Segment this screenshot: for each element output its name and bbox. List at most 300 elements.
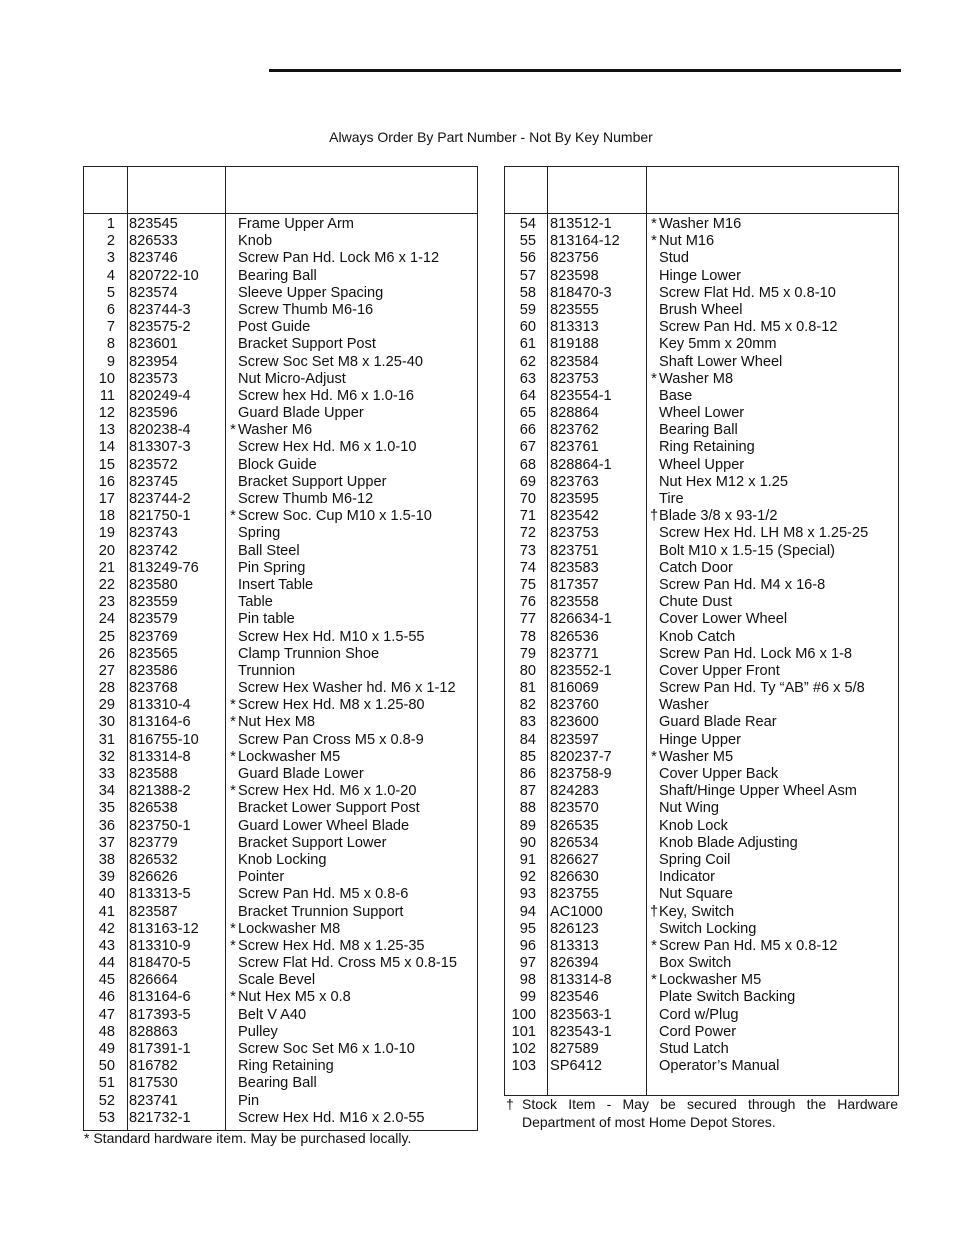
table-row <box>84 508 477 525</box>
part-number: 826626 <box>129 869 178 886</box>
part-description: Indicator <box>659 869 715 886</box>
table-row <box>505 697 898 714</box>
part-description: Screw Hex Hd. M8 x 1.25-80 <box>238 697 425 714</box>
part-number: 823760 <box>550 697 599 714</box>
part-description: Scale Bevel <box>238 972 316 989</box>
part-description: Knob Locking <box>238 851 327 868</box>
key-number: 73 <box>519 542 536 559</box>
key-number: 49 <box>98 1041 115 1057</box>
part-description: Guard Lower Wheel Blade <box>238 817 410 834</box>
key-number: 92 <box>519 869 536 886</box>
part-description: Guard Blade Rear <box>659 714 777 731</box>
part-description: Nut Square <box>659 886 733 903</box>
table-row <box>84 818 477 835</box>
hardware-mark: * <box>230 697 236 714</box>
part-description: Insert Table <box>238 576 314 593</box>
table-row <box>505 560 898 577</box>
part-number: 821388-2 <box>129 783 191 800</box>
table-row <box>84 319 477 336</box>
table-row <box>505 783 898 800</box>
table-row <box>505 852 898 869</box>
part-number: 826664 <box>129 972 178 989</box>
table-row <box>505 508 898 525</box>
part-description: Frame Upper Arm <box>238 216 354 232</box>
part-description: Screw Pan Cross M5 x 0.8-9 <box>238 731 424 748</box>
part-number: 826394 <box>550 955 599 972</box>
table-row <box>84 594 477 611</box>
part-description: Screw Hex Hd. M8 x 1.25-35 <box>238 937 425 954</box>
part-number: 823565 <box>129 645 178 662</box>
part-number: 823744-3 <box>129 301 191 318</box>
part-number: 823771 <box>550 645 599 662</box>
part-number: 823563-1 <box>550 1006 612 1023</box>
table-row <box>84 1041 477 1058</box>
part-description: Washer <box>659 697 709 714</box>
hardware-mark: † <box>649 508 659 525</box>
table-row <box>84 405 477 422</box>
part-description: Stud <box>659 250 690 267</box>
hardware-mark: * <box>230 422 236 439</box>
key-number: 4 <box>106 267 115 284</box>
part-description: Nut Hex M8 <box>238 714 316 731</box>
part-number: 823769 <box>129 628 178 645</box>
part-number: 813313 <box>550 937 599 954</box>
table-row <box>84 388 477 405</box>
key-number: 26 <box>98 645 115 662</box>
part-number: 823584 <box>550 353 599 370</box>
part-description: Belt V A40 <box>238 1006 307 1023</box>
part-number: 827589 <box>550 1041 599 1057</box>
part-description: Knob <box>238 233 273 250</box>
key-number: 28 <box>98 680 115 697</box>
part-description: Hinge Lower <box>659 267 741 284</box>
key-number: 13 <box>98 422 115 439</box>
hardware-mark: * <box>651 233 657 250</box>
part-description: Screw Pan Hd. M4 x 16-8 <box>659 576 826 593</box>
hardware-mark: * <box>651 748 657 765</box>
key-number: 66 <box>519 422 536 439</box>
part-number: 823574 <box>129 284 178 301</box>
table-row <box>84 216 477 233</box>
part-number: 813307-3 <box>129 439 191 456</box>
parts-table-right <box>504 166 899 1096</box>
table-row <box>84 474 477 491</box>
key-number: 72 <box>519 525 536 542</box>
key-number: 103 <box>511 1058 536 1075</box>
part-number: 826536 <box>550 628 599 645</box>
table-header <box>84 167 477 214</box>
part-description: Screw Hex Hd. LH M8 x 1.25-25 <box>659 525 869 542</box>
part-number: 826627 <box>550 851 599 868</box>
part-description: Nut Wing <box>659 800 720 817</box>
part-description: Bolt M10 x 1.5-15 (Special) <box>659 542 836 559</box>
key-number: 74 <box>519 559 536 576</box>
table-row <box>505 216 898 233</box>
part-number: 819188 <box>550 336 599 353</box>
table-row <box>505 491 898 508</box>
table-row <box>505 766 898 783</box>
table-row <box>505 233 898 250</box>
part-number: 823572 <box>129 456 178 473</box>
table-row <box>84 250 477 267</box>
table-row <box>84 783 477 800</box>
key-number: 65 <box>519 405 536 422</box>
key-number: 37 <box>98 834 115 851</box>
part-description: Washer M6 <box>238 422 313 439</box>
key-number: 85 <box>519 748 536 765</box>
part-description: Bracket Support Post <box>238 336 376 353</box>
stock-item-text: Stock Item - May be secured through the Hardware Department of most Home Depot Stores. <box>522 1096 898 1130</box>
table-row <box>505 732 898 749</box>
key-number: 41 <box>98 903 115 920</box>
part-description: Knob Blade Adjusting <box>659 834 798 851</box>
part-description: Spring <box>238 525 281 542</box>
key-number: 18 <box>98 508 115 525</box>
key-number: 10 <box>98 370 115 387</box>
part-description: Screw Flat Hd. Cross M5 x 0.8-15 <box>238 955 457 972</box>
part-number: 818470-5 <box>129 955 191 972</box>
table-row <box>84 1007 477 1024</box>
key-number: 86 <box>519 766 536 782</box>
part-number: 813249-76 <box>129 559 199 576</box>
part-number: 823744-2 <box>129 491 191 507</box>
table-row <box>505 354 898 371</box>
part-description: Screw Hex Hd. M10 x 1.5-55 <box>238 628 425 645</box>
key-number: 1 <box>106 216 115 232</box>
table-row <box>505 577 898 594</box>
part-description: Cover Lower Wheel <box>659 611 788 628</box>
part-description: Cord Power <box>659 1023 737 1040</box>
key-number: 30 <box>98 714 115 731</box>
key-number: 93 <box>519 886 536 903</box>
part-number: 823580 <box>129 576 178 593</box>
table-row <box>84 336 477 353</box>
part-description: Screw Thumb M6-16 <box>238 301 374 318</box>
key-number: 91 <box>519 851 536 868</box>
part-description: Washer M8 <box>659 370 734 387</box>
table-row <box>84 577 477 594</box>
table-row <box>505 1041 898 1058</box>
table-row <box>84 1075 477 1092</box>
table-row <box>505 680 898 697</box>
key-number: 14 <box>98 439 115 456</box>
table-row <box>84 800 477 817</box>
part-description: Cord w/Plug <box>659 1006 739 1023</box>
key-number: 67 <box>519 439 536 456</box>
table-row <box>84 629 477 646</box>
part-number: 826634-1 <box>550 611 612 628</box>
part-number: 817391-1 <box>129 1041 191 1057</box>
table-row <box>505 714 898 731</box>
part-number: 823546 <box>550 989 599 1006</box>
part-description: Screw Flat Hd. M5 x 0.8-10 <box>659 284 836 301</box>
table-row <box>505 250 898 267</box>
key-number: 84 <box>519 731 536 748</box>
key-number: 33 <box>98 766 115 782</box>
part-number: 823555 <box>550 301 599 318</box>
part-number: 823750-1 <box>129 817 191 834</box>
table-row <box>84 732 477 749</box>
key-number: 77 <box>519 611 536 628</box>
table-row <box>505 388 898 405</box>
key-number: 16 <box>98 473 115 490</box>
part-description: Ring Retaining <box>659 439 755 456</box>
table-row <box>505 921 898 938</box>
key-number: 44 <box>98 955 115 972</box>
part-number: 823768 <box>129 680 178 697</box>
table-row <box>84 938 477 955</box>
table-row <box>505 611 898 628</box>
part-description: Chute Dust <box>659 594 733 611</box>
key-number: 34 <box>98 783 115 800</box>
table-row <box>84 1024 477 1041</box>
table-row <box>84 422 477 439</box>
part-number: 826532 <box>129 851 178 868</box>
part-number: 826535 <box>550 817 599 834</box>
part-number: 823758-9 <box>550 766 612 782</box>
part-number: 813164-12 <box>550 233 620 250</box>
part-description: Nut Micro-Adjust <box>238 370 346 387</box>
key-number: 27 <box>98 662 115 679</box>
part-description: Ball Steel <box>238 542 300 559</box>
table-header <box>505 167 898 214</box>
part-description: Operator’s Manual <box>659 1058 780 1075</box>
part-description: Screw Pan Hd. M5 x 0.8-12 <box>659 937 838 954</box>
part-number: 813314-8 <box>129 748 191 765</box>
hardware-mark: † <box>649 903 659 920</box>
part-description: Tire <box>659 491 684 507</box>
table-row <box>84 697 477 714</box>
part-description: Key 5mm x 20mm <box>659 336 777 353</box>
part-number: 823598 <box>550 267 599 284</box>
part-number: 823587 <box>129 903 178 920</box>
key-number: 99 <box>519 989 536 1006</box>
table-row <box>505 1024 898 1041</box>
key-number: 3 <box>106 250 115 267</box>
key-number: 57 <box>519 267 536 284</box>
part-description: Lockwasher M5 <box>659 972 762 989</box>
key-number: 87 <box>519 783 536 800</box>
table-row <box>505 405 898 422</box>
hardware-mark: * <box>651 937 657 954</box>
key-number: 50 <box>98 1058 115 1075</box>
part-description: Cover Upper Back <box>659 766 779 782</box>
key-number: 29 <box>98 697 115 714</box>
table-row <box>505 474 898 491</box>
part-number: 813164-6 <box>129 989 191 1006</box>
part-number: 813313-5 <box>129 886 191 903</box>
part-number: 817393-5 <box>129 1006 191 1023</box>
table-row <box>84 302 477 319</box>
table-row <box>505 302 898 319</box>
table-row <box>84 457 477 474</box>
table-row <box>84 439 477 456</box>
part-number: 823746 <box>129 250 178 267</box>
part-description: Screw Pan Hd. Lock M6 x 1-8 <box>659 645 853 662</box>
table-row <box>505 989 898 1006</box>
parts-rows <box>505 216 898 1075</box>
part-number: 813512-1 <box>550 216 612 232</box>
key-number: 88 <box>519 800 536 817</box>
part-description: Guard Blade Lower <box>238 766 364 782</box>
table-row <box>84 972 477 989</box>
part-number: 823596 <box>129 405 178 422</box>
key-number: 64 <box>519 387 536 404</box>
key-number: 5 <box>106 284 115 301</box>
key-number: 98 <box>519 972 536 989</box>
part-description: Bracket Trunnion Support <box>238 903 404 920</box>
table-row <box>84 611 477 628</box>
table-row <box>505 886 898 903</box>
table-row <box>505 268 898 285</box>
part-number: 823545 <box>129 216 178 232</box>
part-description: Spring Coil <box>659 851 731 868</box>
part-number: 823558 <box>550 594 599 611</box>
part-number: 826533 <box>129 233 178 250</box>
table-row <box>84 543 477 560</box>
part-number: 826630 <box>550 869 599 886</box>
part-description: Nut Hex M5 x 0.8 <box>238 989 351 1006</box>
part-number: 823575-2 <box>129 319 191 336</box>
stock-item-note <box>506 1095 898 1131</box>
key-number: 42 <box>98 920 115 937</box>
part-description: Pin <box>238 1092 260 1109</box>
part-description: Pointer <box>238 869 285 886</box>
table-row <box>505 955 898 972</box>
key-number: 63 <box>519 370 536 387</box>
hardware-mark: * <box>230 508 236 525</box>
part-description: Plate Switch Backing <box>659 989 796 1006</box>
part-description: Pin Spring <box>238 559 306 576</box>
part-description: Knob Catch <box>659 628 736 645</box>
part-description: Table <box>238 594 273 611</box>
key-number: 71 <box>519 508 536 525</box>
part-number: 823753 <box>550 525 599 542</box>
part-description: Cover Upper Front <box>659 662 780 679</box>
key-number: 97 <box>519 955 536 972</box>
part-description: Screw Hex Hd. M6 x 1.0-20 <box>238 783 417 800</box>
part-description: Base <box>659 387 693 404</box>
part-description: Nut Hex M12 x 1.25 <box>659 473 788 490</box>
part-description: Wheel Upper <box>659 456 745 473</box>
table-row <box>505 663 898 680</box>
table-row <box>505 422 898 439</box>
table-row <box>505 285 898 302</box>
key-number: 9 <box>106 353 115 370</box>
key-number: 31 <box>98 731 115 748</box>
key-number: 82 <box>519 697 536 714</box>
table-row <box>505 835 898 852</box>
key-number: 24 <box>98 611 115 628</box>
order-notice: Always Order By Part Number - Not By Key Number <box>329 129 653 145</box>
part-description: Stud Latch <box>659 1041 729 1057</box>
hardware-mark: * <box>230 783 236 800</box>
table-row <box>505 629 898 646</box>
key-number: 35 <box>98 800 115 817</box>
table-row <box>84 852 477 869</box>
part-number: 826538 <box>129 800 178 817</box>
part-number: 824283 <box>550 783 599 800</box>
part-number: 823742 <box>129 542 178 559</box>
part-number: 823559 <box>129 594 178 611</box>
part-description: Knob Lock <box>659 817 728 834</box>
part-description: Block Guide <box>238 456 317 473</box>
part-description: Catch Door <box>659 559 733 576</box>
key-number: 55 <box>519 233 536 250</box>
table-row <box>84 955 477 972</box>
part-description: Switch Locking <box>659 920 757 937</box>
part-number: 823763 <box>550 473 599 490</box>
part-number: 816782 <box>129 1058 178 1075</box>
key-number: 45 <box>98 972 115 989</box>
part-number: 821732-1 <box>129 1109 191 1126</box>
part-description: Pin table <box>238 611 295 628</box>
part-description: Ring Retaining <box>238 1058 334 1075</box>
key-number: 69 <box>519 473 536 490</box>
part-number: 823543-1 <box>550 1023 612 1040</box>
key-number: 76 <box>519 594 536 611</box>
table-row <box>505 938 898 955</box>
key-number: 56 <box>519 250 536 267</box>
part-description: Screw Hex Hd. M6 x 1.0-10 <box>238 439 417 456</box>
part-number: 823743 <box>129 525 178 542</box>
part-description: Guard Blade Upper <box>238 405 364 422</box>
part-number: 828863 <box>129 1023 178 1040</box>
key-number: 95 <box>519 920 536 937</box>
part-description: Screw Soc Set M8 x 1.25-40 <box>238 353 423 370</box>
key-number: 102 <box>511 1041 536 1057</box>
part-description: Screw Soc Set M6 x 1.0-10 <box>238 1041 415 1057</box>
key-number: 68 <box>519 456 536 473</box>
part-number: 823554-1 <box>550 387 612 404</box>
key-number: 19 <box>98 525 115 542</box>
part-description: Bearing Ball <box>238 1075 317 1092</box>
key-number: 78 <box>519 628 536 645</box>
part-number: 823586 <box>129 662 178 679</box>
table-row <box>505 1007 898 1024</box>
part-description: Sleeve Upper Spacing <box>238 284 384 301</box>
hardware-mark: * <box>651 216 657 232</box>
part-number: 823573 <box>129 370 178 387</box>
part-number: 823745 <box>129 473 178 490</box>
key-number: 15 <box>98 456 115 473</box>
hardware-mark: * <box>230 714 236 731</box>
key-number: 43 <box>98 937 115 954</box>
part-number: 823741 <box>129 1092 178 1109</box>
part-number: 823762 <box>550 422 599 439</box>
table-row <box>505 439 898 456</box>
key-number: 89 <box>519 817 536 834</box>
part-number: 823600 <box>550 714 599 731</box>
part-number: 828864-1 <box>550 456 612 473</box>
key-number: 20 <box>98 542 115 559</box>
part-description: Bracket Support Lower <box>238 834 387 851</box>
table-row <box>505 749 898 766</box>
part-number: 823579 <box>129 611 178 628</box>
part-number: 813310-4 <box>129 697 191 714</box>
part-description: Post Guide <box>238 319 311 336</box>
part-description: Hinge Upper <box>659 731 741 748</box>
part-description: Screw hex Hd. M6 x 1.0-16 <box>238 387 415 404</box>
table-row <box>84 491 477 508</box>
key-number: 8 <box>106 336 115 353</box>
key-number: 17 <box>98 491 115 507</box>
key-number: 11 <box>99 387 115 404</box>
table-row <box>84 525 477 542</box>
part-description: Washer M16 <box>659 216 742 232</box>
table-row <box>505 336 898 353</box>
key-number: 52 <box>98 1092 115 1109</box>
